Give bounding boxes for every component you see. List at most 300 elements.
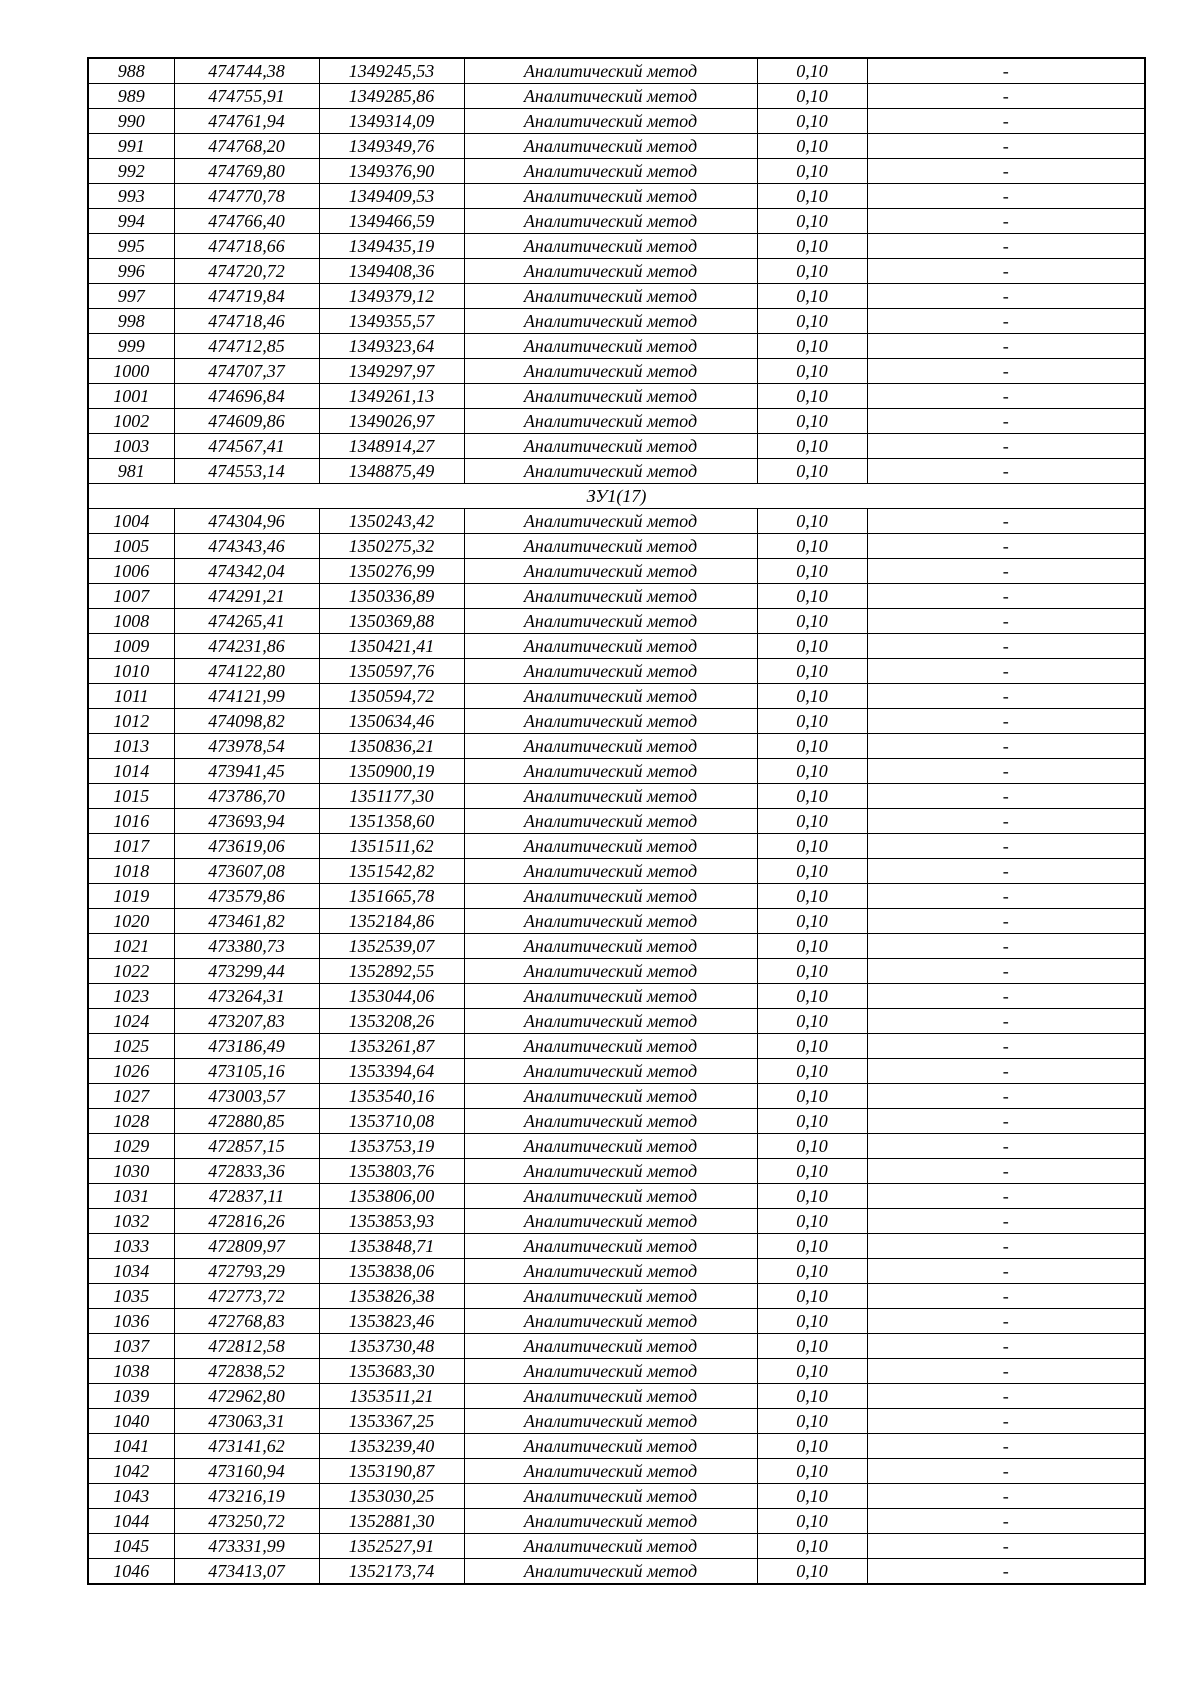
y-coordinate-cell: 1351542,82 (319, 859, 464, 884)
note-cell: - (867, 434, 1145, 459)
point-number-cell: 990 (88, 109, 174, 134)
x-coordinate-cell: 472793,29 (174, 1259, 319, 1284)
point-number-cell: 1005 (88, 534, 174, 559)
point-number-cell: 1037 (88, 1334, 174, 1359)
x-coordinate-cell: 474121,99 (174, 684, 319, 709)
note-cell: - (867, 909, 1145, 934)
accuracy-cell: 0,10 (757, 1434, 867, 1459)
method-cell: Аналитический метод (464, 1159, 757, 1184)
point-number-cell: 1001 (88, 384, 174, 409)
method-cell: Аналитический метод (464, 859, 757, 884)
note-cell: - (867, 959, 1145, 984)
y-coordinate-cell: 1353208,26 (319, 1009, 464, 1034)
table-row (88, 934, 1145, 959)
point-number-cell: 1043 (88, 1484, 174, 1509)
note-cell: - (867, 309, 1145, 334)
method-cell: Аналитический метод (464, 1134, 757, 1159)
table-row (88, 609, 1145, 634)
method-cell: Аналитический метод (464, 58, 757, 84)
note-cell: - (867, 534, 1145, 559)
note-cell: - (867, 234, 1145, 259)
method-cell: Аналитический метод (464, 1059, 757, 1084)
accuracy-cell: 0,10 (757, 1409, 867, 1434)
method-cell: Аналитический метод (464, 134, 757, 159)
accuracy-cell: 0,10 (757, 459, 867, 484)
note-cell: - (867, 1009, 1145, 1034)
x-coordinate-cell: 473331,99 (174, 1534, 319, 1559)
x-coordinate-cell: 473207,83 (174, 1009, 319, 1034)
section-header-row (88, 484, 1145, 509)
table-row (88, 1409, 1145, 1434)
accuracy-cell: 0,10 (757, 1209, 867, 1234)
table-row (88, 834, 1145, 859)
note-cell: - (867, 1059, 1145, 1084)
y-coordinate-cell: 1353848,71 (319, 1234, 464, 1259)
x-coordinate-cell: 474770,78 (174, 184, 319, 209)
section-title: ЗУ1(17) (88, 484, 1145, 509)
accuracy-cell: 0,10 (757, 384, 867, 409)
y-coordinate-cell: 1353044,06 (319, 984, 464, 1009)
table-row (88, 1484, 1145, 1509)
point-number-cell: 988 (88, 58, 174, 84)
x-coordinate-cell: 474567,41 (174, 434, 319, 459)
point-number-cell: 991 (88, 134, 174, 159)
table-row (88, 884, 1145, 909)
note-cell: - (867, 109, 1145, 134)
table-row (88, 334, 1145, 359)
point-number-cell: 1033 (88, 1234, 174, 1259)
note-cell: - (867, 884, 1145, 909)
note-cell: - (867, 259, 1145, 284)
y-coordinate-cell: 1350336,89 (319, 584, 464, 609)
point-number-cell: 995 (88, 234, 174, 259)
accuracy-cell: 0,10 (757, 534, 867, 559)
point-number-cell: 1034 (88, 1259, 174, 1284)
y-coordinate-cell: 1353710,08 (319, 1109, 464, 1134)
table-row (88, 359, 1145, 384)
x-coordinate-cell: 474122,80 (174, 659, 319, 684)
method-cell: Аналитический метод (464, 209, 757, 234)
y-coordinate-cell: 1349261,13 (319, 384, 464, 409)
table-row (88, 584, 1145, 609)
table-row (88, 1434, 1145, 1459)
table-row (88, 1209, 1145, 1234)
note-cell: - (867, 1084, 1145, 1109)
y-coordinate-cell: 1353826,38 (319, 1284, 464, 1309)
y-coordinate-cell: 1350421,41 (319, 634, 464, 659)
table-row (88, 1534, 1145, 1559)
accuracy-cell: 0,10 (757, 1109, 867, 1134)
y-coordinate-cell: 1353394,64 (319, 1059, 464, 1084)
method-cell: Аналитический метод (464, 1334, 757, 1359)
method-cell: Аналитический метод (464, 109, 757, 134)
point-number-cell: 1040 (88, 1409, 174, 1434)
x-coordinate-cell: 474342,04 (174, 559, 319, 584)
accuracy-cell: 0,10 (757, 359, 867, 384)
accuracy-cell: 0,10 (757, 259, 867, 284)
table-row (88, 1384, 1145, 1409)
note-cell: - (867, 1209, 1145, 1234)
point-number-cell: 1041 (88, 1434, 174, 1459)
accuracy-cell: 0,10 (757, 109, 867, 134)
point-number-cell: 1036 (88, 1309, 174, 1334)
method-cell: Аналитический метод (464, 84, 757, 109)
x-coordinate-cell: 472838,52 (174, 1359, 319, 1384)
table-row (88, 1459, 1145, 1484)
y-coordinate-cell: 1353683,30 (319, 1359, 464, 1384)
accuracy-cell: 0,10 (757, 959, 867, 984)
accuracy-cell: 0,10 (757, 134, 867, 159)
note-cell: - (867, 584, 1145, 609)
y-coordinate-cell: 1349355,57 (319, 309, 464, 334)
point-number-cell: 1019 (88, 884, 174, 909)
x-coordinate-cell: 474766,40 (174, 209, 319, 234)
note-cell: - (867, 659, 1145, 684)
accuracy-cell: 0,10 (757, 1484, 867, 1509)
table-row (88, 759, 1145, 784)
method-cell: Аналитический метод (464, 659, 757, 684)
accuracy-cell: 0,10 (757, 1509, 867, 1534)
accuracy-cell: 0,10 (757, 184, 867, 209)
method-cell: Аналитический метод (464, 1559, 757, 1585)
table-row (88, 659, 1145, 684)
accuracy-cell: 0,10 (757, 409, 867, 434)
note-cell: - (867, 784, 1145, 809)
x-coordinate-cell: 473264,31 (174, 984, 319, 1009)
accuracy-cell: 0,10 (757, 734, 867, 759)
accuracy-cell: 0,10 (757, 1459, 867, 1484)
method-cell: Аналитический метод (464, 1534, 757, 1559)
x-coordinate-cell: 473003,57 (174, 1084, 319, 1109)
table-row (88, 309, 1145, 334)
y-coordinate-cell: 1350594,72 (319, 684, 464, 709)
x-coordinate-cell: 473941,45 (174, 759, 319, 784)
table-row (88, 58, 1145, 84)
x-coordinate-cell: 474696,84 (174, 384, 319, 409)
table-row (88, 984, 1145, 1009)
note-cell: - (867, 1134, 1145, 1159)
accuracy-cell: 0,10 (757, 659, 867, 684)
y-coordinate-cell: 1353838,06 (319, 1259, 464, 1284)
point-number-cell: 1030 (88, 1159, 174, 1184)
note-cell: - (867, 359, 1145, 384)
x-coordinate-cell: 473299,44 (174, 959, 319, 984)
y-coordinate-cell: 1351511,62 (319, 834, 464, 859)
accuracy-cell: 0,10 (757, 684, 867, 709)
note-cell: - (867, 509, 1145, 534)
table-row (88, 1109, 1145, 1134)
table-row (88, 909, 1145, 934)
note-cell: - (867, 1359, 1145, 1384)
y-coordinate-cell: 1351665,78 (319, 884, 464, 909)
note-cell: - (867, 1184, 1145, 1209)
method-cell: Аналитический метод (464, 1034, 757, 1059)
table-row (88, 809, 1145, 834)
y-coordinate-cell: 1349435,19 (319, 234, 464, 259)
method-cell: Аналитический метод (464, 609, 757, 634)
note-cell: - (867, 709, 1145, 734)
table-row (88, 234, 1145, 259)
note-cell: - (867, 384, 1145, 409)
table-row (88, 434, 1145, 459)
x-coordinate-cell: 472816,26 (174, 1209, 319, 1234)
note-cell: - (867, 209, 1145, 234)
method-cell: Аналитический метод (464, 1484, 757, 1509)
table-row (88, 1134, 1145, 1159)
method-cell: Аналитический метод (464, 1384, 757, 1409)
accuracy-cell: 0,10 (757, 559, 867, 584)
note-cell: - (867, 58, 1145, 84)
x-coordinate-cell: 473105,16 (174, 1059, 319, 1084)
table-row (88, 959, 1145, 984)
note-cell: - (867, 134, 1145, 159)
y-coordinate-cell: 1349285,86 (319, 84, 464, 109)
y-coordinate-cell: 1349026,97 (319, 409, 464, 434)
table-row (88, 784, 1145, 809)
accuracy-cell: 0,10 (757, 1309, 867, 1334)
note-cell: - (867, 284, 1145, 309)
accuracy-cell: 0,10 (757, 1059, 867, 1084)
x-coordinate-cell: 473160,94 (174, 1459, 319, 1484)
method-cell: Аналитический метод (464, 634, 757, 659)
accuracy-cell: 0,10 (757, 434, 867, 459)
table-row (88, 1034, 1145, 1059)
y-coordinate-cell: 1349408,36 (319, 259, 464, 284)
y-coordinate-cell: 1352184,86 (319, 909, 464, 934)
method-cell: Аналитический метод (464, 1359, 757, 1384)
note-cell: - (867, 159, 1145, 184)
accuracy-cell: 0,10 (757, 1234, 867, 1259)
note-cell: - (867, 1384, 1145, 1409)
x-coordinate-cell: 472857,15 (174, 1134, 319, 1159)
accuracy-cell: 0,10 (757, 234, 867, 259)
table-row (88, 184, 1145, 209)
y-coordinate-cell: 1350836,21 (319, 734, 464, 759)
y-coordinate-cell: 1349323,64 (319, 334, 464, 359)
y-coordinate-cell: 1353239,40 (319, 1434, 464, 1459)
method-cell: Аналитический метод (464, 884, 757, 909)
y-coordinate-cell: 1353261,87 (319, 1034, 464, 1059)
accuracy-cell: 0,10 (757, 1284, 867, 1309)
table-row (88, 459, 1145, 484)
x-coordinate-cell: 474231,86 (174, 634, 319, 659)
method-cell: Аналитический метод (464, 809, 757, 834)
note-cell: - (867, 1259, 1145, 1284)
point-number-cell: 999 (88, 334, 174, 359)
point-number-cell: 1023 (88, 984, 174, 1009)
method-cell: Аналитический метод (464, 459, 757, 484)
x-coordinate-cell: 474768,20 (174, 134, 319, 159)
note-cell: - (867, 1509, 1145, 1534)
method-cell: Аналитический метод (464, 1234, 757, 1259)
x-coordinate-cell: 473186,49 (174, 1034, 319, 1059)
method-cell: Аналитический метод (464, 184, 757, 209)
x-coordinate-cell: 474718,46 (174, 309, 319, 334)
accuracy-cell: 0,10 (757, 934, 867, 959)
y-coordinate-cell: 1353853,93 (319, 1209, 464, 1234)
note-cell: - (867, 84, 1145, 109)
method-cell: Аналитический метод (464, 159, 757, 184)
point-number-cell: 1039 (88, 1384, 174, 1409)
note-cell: - (867, 184, 1145, 209)
table-row (88, 1084, 1145, 1109)
note-cell: - (867, 634, 1145, 659)
x-coordinate-cell: 472809,97 (174, 1234, 319, 1259)
y-coordinate-cell: 1353803,76 (319, 1159, 464, 1184)
method-cell: Аналитический метод (464, 734, 757, 759)
y-coordinate-cell: 1349466,59 (319, 209, 464, 234)
point-number-cell: 997 (88, 284, 174, 309)
accuracy-cell: 0,10 (757, 584, 867, 609)
accuracy-cell: 0,10 (757, 859, 867, 884)
point-number-cell: 1025 (88, 1034, 174, 1059)
y-coordinate-cell: 1349245,53 (319, 58, 464, 84)
point-number-cell: 1011 (88, 684, 174, 709)
table-row (88, 209, 1145, 234)
x-coordinate-cell: 472962,80 (174, 1384, 319, 1409)
y-coordinate-cell: 1352539,07 (319, 934, 464, 959)
y-coordinate-cell: 1350900,19 (319, 759, 464, 784)
point-number-cell: 1010 (88, 659, 174, 684)
point-number-cell: 981 (88, 459, 174, 484)
point-number-cell: 1000 (88, 359, 174, 384)
x-coordinate-cell: 473978,54 (174, 734, 319, 759)
accuracy-cell: 0,10 (757, 1184, 867, 1209)
table-row (88, 1234, 1145, 1259)
point-number-cell: 1017 (88, 834, 174, 859)
x-coordinate-cell: 473607,08 (174, 859, 319, 884)
point-number-cell: 996 (88, 259, 174, 284)
y-coordinate-cell: 1353190,87 (319, 1459, 464, 1484)
y-coordinate-cell: 1352527,91 (319, 1534, 464, 1559)
point-number-cell: 1004 (88, 509, 174, 534)
point-number-cell: 994 (88, 209, 174, 234)
x-coordinate-cell: 474720,72 (174, 259, 319, 284)
table-row (88, 1059, 1145, 1084)
point-number-cell: 1007 (88, 584, 174, 609)
point-number-cell: 1027 (88, 1084, 174, 1109)
y-coordinate-cell: 1353030,25 (319, 1484, 464, 1509)
point-number-cell: 1038 (88, 1359, 174, 1384)
point-number-cell: 1021 (88, 934, 174, 959)
x-coordinate-cell: 474719,84 (174, 284, 319, 309)
point-number-cell: 1045 (88, 1534, 174, 1559)
note-cell: - (867, 1534, 1145, 1559)
note-cell: - (867, 609, 1145, 634)
y-coordinate-cell: 1353730,48 (319, 1334, 464, 1359)
y-coordinate-cell: 1349349,76 (319, 134, 464, 159)
note-cell: - (867, 334, 1145, 359)
method-cell: Аналитический метод (464, 959, 757, 984)
point-number-cell: 1044 (88, 1509, 174, 1534)
method-cell: Аналитический метод (464, 1434, 757, 1459)
accuracy-cell: 0,10 (757, 209, 867, 234)
y-coordinate-cell: 1348875,49 (319, 459, 464, 484)
point-number-cell: 1031 (88, 1184, 174, 1209)
y-coordinate-cell: 1352881,30 (319, 1509, 464, 1534)
x-coordinate-cell: 473786,70 (174, 784, 319, 809)
method-cell: Аналитический метод (464, 384, 757, 409)
x-coordinate-cell: 474291,21 (174, 584, 319, 609)
note-cell: - (867, 1034, 1145, 1059)
point-number-cell: 1009 (88, 634, 174, 659)
note-cell: - (867, 409, 1145, 434)
method-cell: Аналитический метод (464, 334, 757, 359)
method-cell: Аналитический метод (464, 259, 757, 284)
point-number-cell: 1020 (88, 909, 174, 934)
point-number-cell: 992 (88, 159, 174, 184)
table-row (88, 259, 1145, 284)
method-cell: Аналитический метод (464, 984, 757, 1009)
y-coordinate-cell: 1353753,19 (319, 1134, 464, 1159)
accuracy-cell: 0,10 (757, 58, 867, 84)
method-cell: Аналитический метод (464, 284, 757, 309)
y-coordinate-cell: 1352173,74 (319, 1559, 464, 1585)
note-cell: - (867, 1234, 1145, 1259)
note-cell: - (867, 1434, 1145, 1459)
point-number-cell: 1046 (88, 1559, 174, 1585)
note-cell: - (867, 984, 1145, 1009)
x-coordinate-cell: 473216,19 (174, 1484, 319, 1509)
y-coordinate-cell: 1349379,12 (319, 284, 464, 309)
table-row (88, 159, 1145, 184)
method-cell: Аналитический метод (464, 684, 757, 709)
point-number-cell: 1026 (88, 1059, 174, 1084)
point-number-cell: 1022 (88, 959, 174, 984)
table-row (88, 1009, 1145, 1034)
coordinates-table-body (88, 58, 1145, 1584)
accuracy-cell: 0,10 (757, 784, 867, 809)
x-coordinate-cell: 472768,83 (174, 1309, 319, 1334)
accuracy-cell: 0,10 (757, 1359, 867, 1384)
point-number-cell: 1018 (88, 859, 174, 884)
method-cell: Аналитический метод (464, 1509, 757, 1534)
y-coordinate-cell: 1350634,46 (319, 709, 464, 734)
method-cell: Аналитический метод (464, 834, 757, 859)
note-cell: - (867, 1284, 1145, 1309)
x-coordinate-cell: 472812,58 (174, 1334, 319, 1359)
table-row (88, 1259, 1145, 1284)
note-cell: - (867, 859, 1145, 884)
x-coordinate-cell: 474609,86 (174, 409, 319, 434)
note-cell: - (867, 734, 1145, 759)
table-row (88, 1509, 1145, 1534)
x-coordinate-cell: 474265,41 (174, 609, 319, 634)
method-cell: Аналитический метод (464, 1184, 757, 1209)
table-row (88, 1559, 1145, 1585)
method-cell: Аналитический метод (464, 359, 757, 384)
point-number-cell: 1015 (88, 784, 174, 809)
x-coordinate-cell: 473413,07 (174, 1559, 319, 1585)
method-cell: Аналитический метод (464, 1209, 757, 1234)
method-cell: Аналитический метод (464, 509, 757, 534)
x-coordinate-cell: 473693,94 (174, 809, 319, 834)
accuracy-cell: 0,10 (757, 84, 867, 109)
note-cell: - (867, 684, 1145, 709)
method-cell: Аналитический метод (464, 1409, 757, 1434)
y-coordinate-cell: 1350243,42 (319, 509, 464, 534)
point-number-cell: 1014 (88, 759, 174, 784)
method-cell: Аналитический метод (464, 784, 757, 809)
method-cell: Аналитический метод (464, 709, 757, 734)
accuracy-cell: 0,10 (757, 159, 867, 184)
method-cell: Аналитический метод (464, 409, 757, 434)
accuracy-cell: 0,10 (757, 1009, 867, 1034)
accuracy-cell: 0,10 (757, 984, 867, 1009)
table-row (88, 1359, 1145, 1384)
x-coordinate-cell: 474098,82 (174, 709, 319, 734)
point-number-cell: 1003 (88, 434, 174, 459)
